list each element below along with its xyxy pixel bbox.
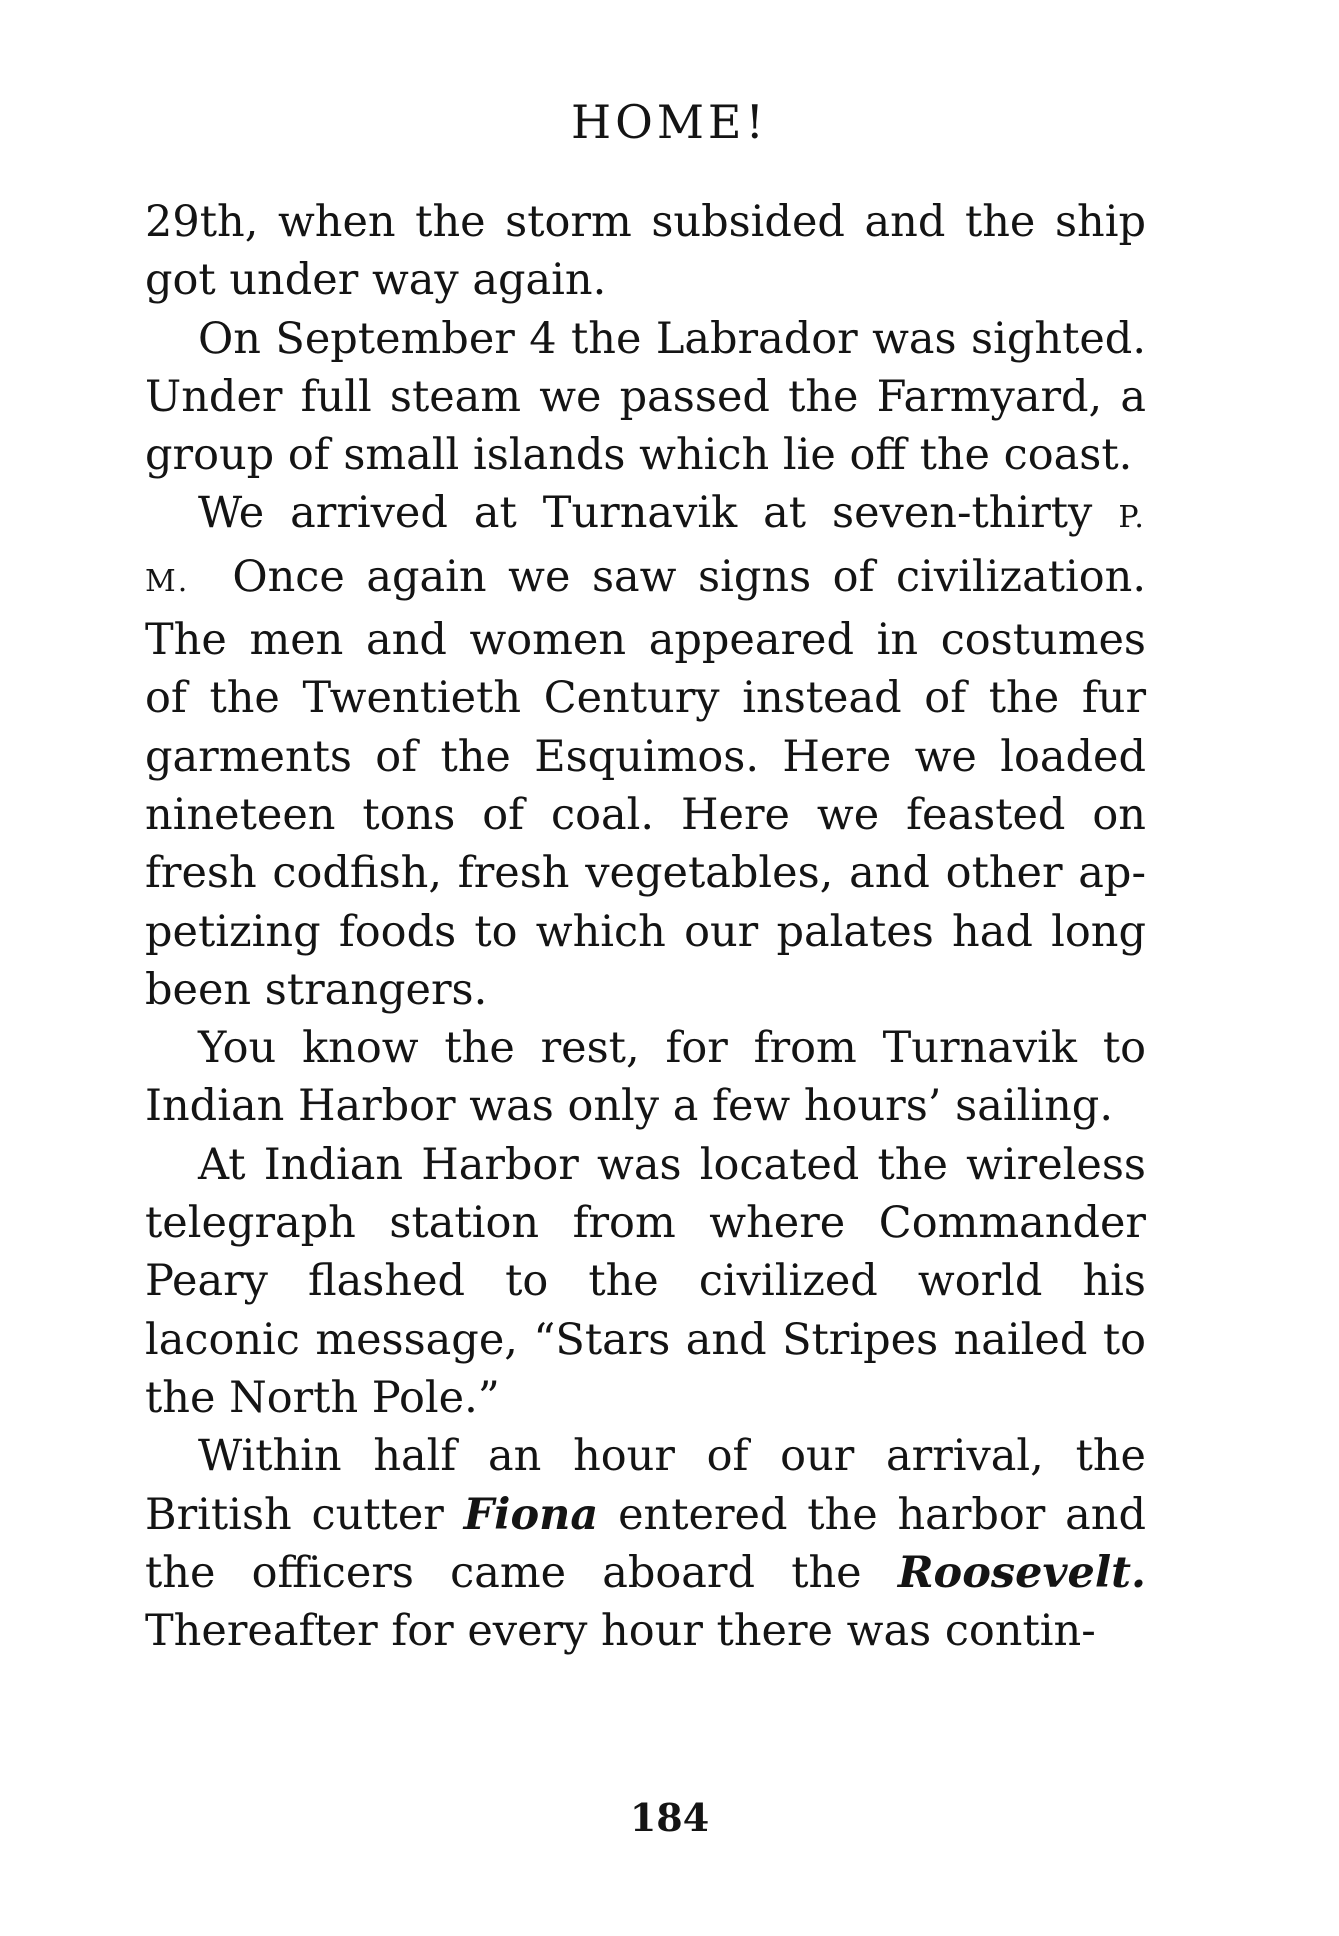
paragraph-wireless-station: At Indian Harbor was located the wireless telegraph station from where Commander Peary flashed to the civilized world his laconic message, “Stars and Stripes nailed to the North Pole.” [145,1139,1146,1423]
paragraph-labrador-sighted: On September 4 the Labrador was sighted. Under full steam we passed the Farmyard, a group of small islands which lie off the coast. [145,313,1146,481]
paragraph-british-cutter [145,1427,1146,1660]
paragraph-text: Once again we saw signs of civilization. The men and women appeared in costumes of the Twentieth Century instead of the fur garments of the Esquimos. Here we loaded nineteen tons of coal. Here we feasted on fresh codfish, fresh vegetables, and other appetizing foods to which our palates had long been strangers. [145,551,1146,1015]
paragraph-indian-harbor-sailing: You know the rest, for from Turnavik to Indian Harbor was only a few hours’ sailing. [145,1023,1146,1132]
body-text [145,193,1146,1660]
ship-name-fiona: Fiona [463,1489,599,1540]
page-number: 184 [629,1795,710,1840]
running-title: HOME! [571,95,768,149]
time-abbreviation: P. M. [145,500,1146,599]
paragraph-text: Thereafter for every hour there was contin- [145,1606,1096,1657]
paragraph-turnavik-arrival [145,484,1146,1019]
paragraph-continued: 29th, when the storm subsided and the ship got under way again. [145,197,1146,306]
paragraph-text: Within half an hour of our arrival, the British cutter [145,1431,1146,1540]
paragraph-text: We arrived at Turnavik at seven-thirty [198,488,1093,539]
paragraph-text: entered the harbor and the officers came aboard the [145,1489,1146,1598]
ship-name-roosevelt: Roosevelt. [897,1547,1146,1598]
